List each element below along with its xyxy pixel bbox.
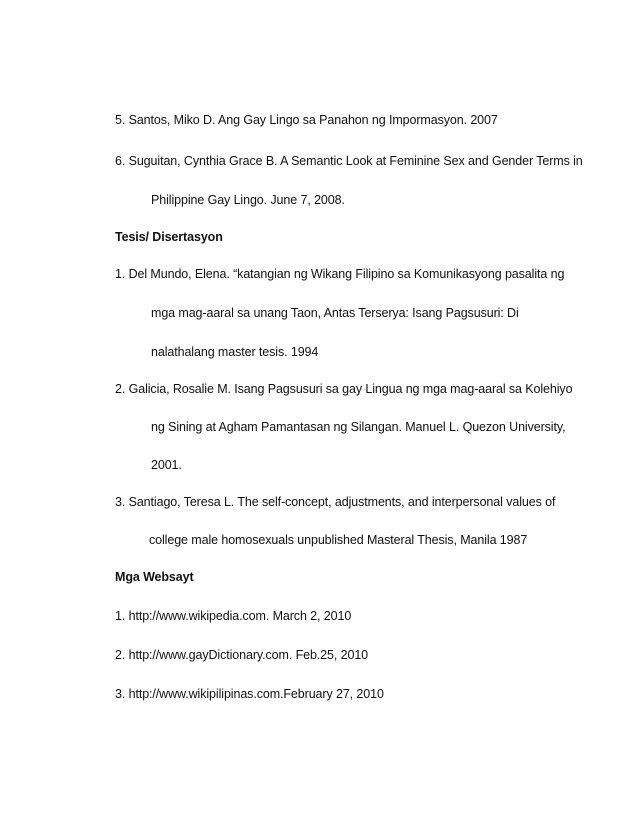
- website-entry-2: 2. http://www.gayDictionary.com. Feb.25, 2010: [115, 648, 369, 662]
- thesis-entry-3: 3. Santiago, Teresa L. The self-concept, adjustments, and interpersonal values of: [115, 495, 556, 509]
- thesis-entry-1: 1. Del Mundo, Elena. “katangian ng Wikang Filipino sa Komunikasyong pasalita ng: [115, 267, 565, 281]
- reference-entry-5: 5. Santos, Miko D. Ang Gay Lingo sa Panahon ng Impormasyon. 2007: [115, 113, 498, 127]
- thesis-entry-2: 2. Galicia, Rosalie M. Isang Pagsusuri sa gay Lingua ng mga mag-aaral sa Kolehiyo: [115, 382, 573, 396]
- section-heading-thesis: Tesis/ Disertasyon: [115, 230, 223, 244]
- thesis-entry-2-continuation: 2001.: [151, 458, 182, 472]
- thesis-entry-3-continuation: college male homosexuals unpublished Masteral Thesis, Manila 1987: [149, 533, 528, 547]
- thesis-entry-2-continuation: ng Sining at Agham Pamantasan ng Silangan. Manuel L. Quezon University,: [151, 420, 566, 434]
- website-entry-3: 3. http://www.wikipilipinas.com.February 27, 2010: [115, 687, 384, 701]
- section-heading-websites: Mga Websayt: [115, 570, 194, 584]
- reference-entry-6-continuation: Philippine Gay Lingo. June 7, 2008.: [151, 193, 345, 207]
- thesis-entry-1-continuation: mga mag-aaral sa unang Taon, Antas Terserya: Isang Pagsusuri: Di: [151, 306, 519, 320]
- reference-entry-6: 6. Suguitan, Cynthia Grace B. A Semantic Look at Feminine Sex and Gender Terms in: [115, 154, 583, 168]
- website-entry-1: 1. http://www.wikipedia.com. March 2, 2010: [115, 609, 352, 623]
- thesis-entry-1-continuation: nalathalang master tesis. 1994: [151, 345, 319, 359]
